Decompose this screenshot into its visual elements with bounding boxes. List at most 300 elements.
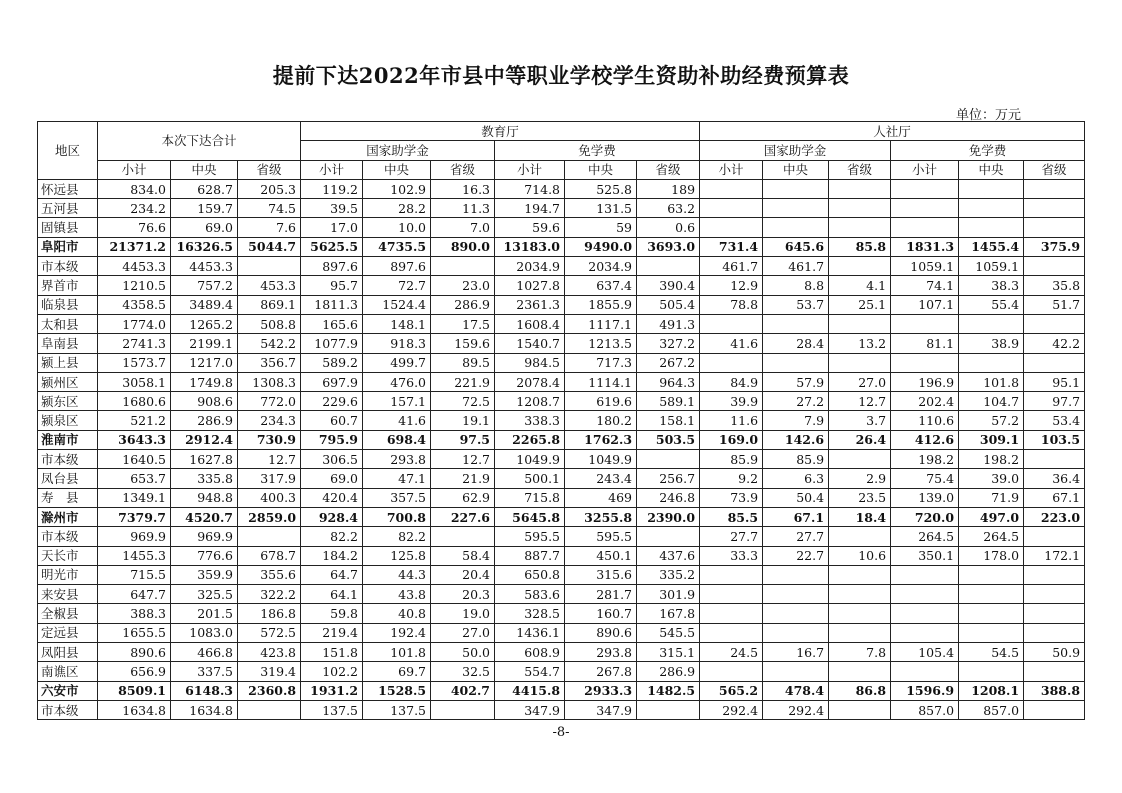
value-cell: 589.1: [637, 392, 700, 411]
table-body: [38, 179, 1085, 719]
value-cell: 50.0: [431, 643, 495, 662]
value-cell: 59.8: [301, 604, 363, 623]
value-cell: 38.9: [959, 334, 1024, 353]
table-row: [38, 469, 1085, 488]
value-cell: 720.0: [891, 507, 959, 526]
value-cell: 131.5: [565, 199, 637, 218]
region-cell: 市本级: [38, 700, 98, 719]
value-cell: 8509.1: [98, 681, 171, 700]
value-cell: 653.7: [98, 469, 171, 488]
value-cell: 1855.9: [565, 295, 637, 314]
value-cell: 16.7: [763, 643, 829, 662]
value-cell: 2.9: [829, 469, 891, 488]
value-cell: 194.7: [495, 199, 565, 218]
value-cell: 355.6: [238, 565, 301, 584]
value-cell: 84.9: [700, 372, 763, 391]
header-central: 中央: [363, 160, 431, 179]
region-cell: 凤台县: [38, 469, 98, 488]
value-cell: 110.6: [891, 411, 959, 430]
value-cell: [959, 585, 1024, 604]
value-cell: 3058.1: [98, 372, 171, 391]
region-cell: 明光市: [38, 565, 98, 584]
value-cell: 6.3: [763, 469, 829, 488]
value-cell: 478.4: [763, 681, 829, 700]
value-cell: 9.2: [700, 469, 763, 488]
value-cell: 1831.3: [891, 237, 959, 256]
value-cell: 102.2: [301, 662, 363, 681]
value-cell: [829, 353, 891, 372]
value-cell: [700, 565, 763, 584]
value-cell: 356.7: [238, 353, 301, 372]
region-cell: 阜南县: [38, 334, 98, 353]
header-subtotal: 小计: [891, 160, 959, 179]
table-row: [38, 334, 1085, 353]
value-cell: [891, 604, 959, 623]
value-cell: [700, 662, 763, 681]
header-hr: 人社厅: [700, 122, 1085, 141]
value-cell: [829, 218, 891, 237]
value-cell: 50.9: [1024, 643, 1085, 662]
region-cell: 临泉县: [38, 295, 98, 314]
table-row: [38, 546, 1085, 565]
value-cell: 33.3: [700, 546, 763, 565]
value-cell: 1117.1: [565, 314, 637, 333]
value-cell: 834.0: [98, 179, 171, 198]
value-cell: 1059.1: [959, 257, 1024, 276]
value-cell: [829, 700, 891, 719]
value-cell: 2912.4: [171, 430, 238, 449]
value-cell: 1455.4: [959, 237, 1024, 256]
value-cell: 21.9: [431, 469, 495, 488]
value-cell: 412.6: [891, 430, 959, 449]
value-cell: 95.1: [1024, 372, 1085, 391]
value-cell: 1596.9: [891, 681, 959, 700]
table-row: [38, 507, 1085, 526]
value-cell: 565.2: [700, 681, 763, 700]
value-cell: 4358.5: [98, 295, 171, 314]
value-cell: 27.0: [431, 623, 495, 642]
value-cell: 180.2: [565, 411, 637, 430]
value-cell: 619.6: [565, 392, 637, 411]
table-row: [38, 430, 1085, 449]
table-row: [38, 488, 1085, 507]
value-cell: 73.9: [700, 488, 763, 507]
value-cell: 4453.3: [171, 257, 238, 276]
value-cell: 375.9: [1024, 237, 1085, 256]
table-row: [38, 450, 1085, 469]
value-cell: 38.3: [959, 276, 1024, 295]
value-cell: 388.3: [98, 604, 171, 623]
region-cell: 颍上县: [38, 353, 98, 372]
value-cell: 85.9: [763, 450, 829, 469]
table-row: [38, 257, 1085, 276]
value-cell: 469: [565, 488, 637, 507]
value-cell: [891, 565, 959, 584]
value-cell: 57.9: [763, 372, 829, 391]
value-cell: 7.6: [238, 218, 301, 237]
value-cell: 890.6: [98, 643, 171, 662]
value-cell: 22.7: [763, 546, 829, 565]
value-cell: 41.6: [363, 411, 431, 430]
value-cell: 57.2: [959, 411, 1024, 430]
value-cell: 717.3: [565, 353, 637, 372]
table-row: [38, 237, 1085, 256]
value-cell: 234.3: [238, 411, 301, 430]
value-cell: 293.8: [565, 643, 637, 662]
table-row: [38, 199, 1085, 218]
value-cell: 103.5: [1024, 430, 1085, 449]
value-cell: [1024, 662, 1085, 681]
region-cell: 市本级: [38, 450, 98, 469]
value-cell: 730.9: [238, 430, 301, 449]
value-cell: 322.2: [238, 585, 301, 604]
value-cell: 227.6: [431, 507, 495, 526]
value-cell: [1024, 218, 1085, 237]
value-cell: 12.9: [700, 276, 763, 295]
value-cell: 1083.0: [171, 623, 238, 642]
value-cell: 400.3: [238, 488, 301, 507]
value-cell: [700, 314, 763, 333]
value-cell: [637, 527, 700, 546]
header-edu-tuition: 免学费: [495, 141, 700, 160]
value-cell: [891, 623, 959, 642]
value-cell: 450.1: [565, 546, 637, 565]
value-cell: 2034.9: [495, 257, 565, 276]
value-cell: 1308.3: [238, 372, 301, 391]
value-cell: 101.8: [959, 372, 1024, 391]
value-cell: 595.5: [495, 527, 565, 546]
value-cell: 2360.8: [238, 681, 301, 700]
value-cell: 60.7: [301, 411, 363, 430]
value-cell: [1024, 450, 1085, 469]
value-cell: 18.4: [829, 507, 891, 526]
value-cell: 2078.4: [495, 372, 565, 391]
value-cell: 521.2: [98, 411, 171, 430]
table-row: [38, 700, 1085, 719]
region-cell: 凤阳县: [38, 643, 98, 662]
region-cell: 太和县: [38, 314, 98, 333]
value-cell: [1024, 700, 1085, 719]
value-cell: 12.7: [829, 392, 891, 411]
value-cell: 186.8: [238, 604, 301, 623]
region-cell: 淮南市: [38, 430, 98, 449]
value-cell: 107.1: [891, 295, 959, 314]
header-edu-grant: 国家助学金: [301, 141, 495, 160]
value-cell: 172.1: [1024, 546, 1085, 565]
region-cell: 五河县: [38, 199, 98, 218]
region-cell: 市本级: [38, 527, 98, 546]
value-cell: [637, 700, 700, 719]
region-cell: 阜阳市: [38, 237, 98, 256]
value-cell: 1811.3: [301, 295, 363, 314]
value-cell: [637, 257, 700, 276]
value-cell: 1528.5: [363, 681, 431, 700]
value-cell: 243.4: [565, 469, 637, 488]
value-cell: 301.9: [637, 585, 700, 604]
value-cell: 59.6: [495, 218, 565, 237]
value-cell: 86.8: [829, 681, 891, 700]
value-cell: 223.0: [1024, 507, 1085, 526]
value-cell: [1024, 314, 1085, 333]
value-cell: 347.9: [565, 700, 637, 719]
value-cell: 969.9: [171, 527, 238, 546]
value-cell: 28.2: [363, 199, 431, 218]
table-row: [38, 372, 1085, 391]
header-central: 中央: [959, 160, 1024, 179]
value-cell: 554.7: [495, 662, 565, 681]
value-cell: [700, 199, 763, 218]
value-cell: 3489.4: [171, 295, 238, 314]
value-cell: 16326.5: [171, 237, 238, 256]
value-cell: 423.8: [238, 643, 301, 662]
value-cell: 7.8: [829, 643, 891, 662]
value-cell: 192.4: [363, 623, 431, 642]
value-cell: 1059.1: [891, 257, 959, 276]
value-cell: 714.8: [495, 179, 565, 198]
table-row: [38, 411, 1085, 430]
value-cell: 3643.3: [98, 430, 171, 449]
value-cell: 67.1: [763, 507, 829, 526]
value-cell: 71.9: [959, 488, 1024, 507]
value-cell: 918.3: [363, 334, 431, 353]
value-cell: 50.4: [763, 488, 829, 507]
region-cell: 滁州市: [38, 507, 98, 526]
value-cell: 647.7: [98, 585, 171, 604]
region-cell: 六安市: [38, 681, 98, 700]
value-cell: 0.6: [637, 218, 700, 237]
value-cell: [763, 565, 829, 584]
value-cell: 74.5: [238, 199, 301, 218]
value-cell: 897.6: [301, 257, 363, 276]
value-cell: [238, 700, 301, 719]
value-cell: 184.2: [301, 546, 363, 565]
value-cell: 1627.8: [171, 450, 238, 469]
value-cell: [238, 257, 301, 276]
region-cell: 寿 县: [38, 488, 98, 507]
value-cell: [1024, 179, 1085, 198]
value-cell: 757.2: [171, 276, 238, 295]
header-provincial: 省级: [238, 160, 301, 179]
region-cell: 定远县: [38, 623, 98, 642]
value-cell: 328.5: [495, 604, 565, 623]
value-cell: [431, 527, 495, 546]
value-cell: 319.4: [238, 662, 301, 681]
value-cell: 476.0: [363, 372, 431, 391]
value-cell: 335.8: [171, 469, 238, 488]
value-cell: 11.3: [431, 199, 495, 218]
header-provincial: 省级: [829, 160, 891, 179]
value-cell: 1634.8: [98, 700, 171, 719]
value-cell: 1634.8: [171, 700, 238, 719]
value-cell: 85.5: [700, 507, 763, 526]
value-cell: 545.5: [637, 623, 700, 642]
value-cell: 2034.9: [565, 257, 637, 276]
region-cell: 天长市: [38, 546, 98, 565]
value-cell: 167.8: [637, 604, 700, 623]
value-cell: 54.5: [959, 643, 1024, 662]
value-cell: 51.7: [1024, 295, 1085, 314]
value-cell: 309.1: [959, 430, 1024, 449]
value-cell: [1024, 527, 1085, 546]
value-cell: 1655.5: [98, 623, 171, 642]
value-cell: 53.7: [763, 295, 829, 314]
value-cell: [959, 623, 1024, 642]
region-cell: 怀远县: [38, 179, 98, 198]
header-subtotal: 小计: [495, 160, 565, 179]
value-cell: [1024, 565, 1085, 584]
value-cell: 44.3: [363, 565, 431, 584]
table-row: [38, 392, 1085, 411]
value-cell: [763, 662, 829, 681]
value-cell: 151.8: [301, 643, 363, 662]
header-total: 本次下达合计: [98, 122, 301, 161]
value-cell: 17.5: [431, 314, 495, 333]
value-cell: 43.8: [363, 585, 431, 604]
value-cell: 159.6: [431, 334, 495, 353]
value-cell: 219.4: [301, 623, 363, 642]
value-cell: 157.1: [363, 392, 431, 411]
value-cell: 82.2: [301, 527, 363, 546]
value-cell: 292.4: [763, 700, 829, 719]
value-cell: 58.4: [431, 546, 495, 565]
value-cell: 142.6: [763, 430, 829, 449]
value-cell: 1049.9: [565, 450, 637, 469]
value-cell: 1208.7: [495, 392, 565, 411]
value-cell: 229.6: [301, 392, 363, 411]
region-cell: 市本级: [38, 257, 98, 276]
value-cell: 1265.2: [171, 314, 238, 333]
value-cell: [829, 314, 891, 333]
value-cell: 359.9: [171, 565, 238, 584]
value-cell: [829, 662, 891, 681]
table-row: [38, 218, 1085, 237]
value-cell: 628.7: [171, 179, 238, 198]
value-cell: 315.1: [637, 643, 700, 662]
value-cell: 715.5: [98, 565, 171, 584]
value-cell: 1049.9: [495, 450, 565, 469]
value-cell: 1217.0: [171, 353, 238, 372]
value-cell: 1774.0: [98, 314, 171, 333]
value-cell: 85.9: [700, 450, 763, 469]
value-cell: 325.5: [171, 585, 238, 604]
value-cell: 1213.5: [565, 334, 637, 353]
value-cell: 198.2: [959, 450, 1024, 469]
header-hr-grant: 国家助学金: [700, 141, 891, 160]
value-cell: 202.4: [891, 392, 959, 411]
table-row: [38, 295, 1085, 314]
value-cell: 21371.2: [98, 237, 171, 256]
value-cell: [829, 604, 891, 623]
value-cell: 7.0: [431, 218, 495, 237]
value-cell: 264.5: [959, 527, 1024, 546]
value-cell: 7.9: [763, 411, 829, 430]
unit-label: 单位：万元: [956, 108, 1022, 123]
value-cell: [763, 585, 829, 604]
value-cell: 27.7: [700, 527, 763, 546]
table-row: [38, 353, 1085, 372]
value-cell: 500.1: [495, 469, 565, 488]
value-cell: 148.1: [363, 314, 431, 333]
value-cell: [700, 585, 763, 604]
value-cell: [829, 585, 891, 604]
value-cell: 1640.5: [98, 450, 171, 469]
value-cell: 39.0: [959, 469, 1024, 488]
value-cell: 3693.0: [637, 237, 700, 256]
value-cell: 82.2: [363, 527, 431, 546]
value-cell: 10.0: [363, 218, 431, 237]
value-cell: 350.1: [891, 546, 959, 565]
value-cell: 698.4: [363, 430, 431, 449]
value-cell: 19.0: [431, 604, 495, 623]
region-cell: 颍泉区: [38, 411, 98, 430]
region-cell: 全椒县: [38, 604, 98, 623]
value-cell: 890.0: [431, 237, 495, 256]
value-cell: 26.4: [829, 430, 891, 449]
table-row: [38, 643, 1085, 662]
value-cell: 338.3: [495, 411, 565, 430]
value-cell: [959, 353, 1024, 372]
value-cell: [763, 179, 829, 198]
value-cell: 1524.4: [363, 295, 431, 314]
value-cell: 104.7: [959, 392, 1024, 411]
value-cell: 4453.3: [98, 257, 171, 276]
value-cell: [431, 257, 495, 276]
value-cell: 715.8: [495, 488, 565, 507]
value-cell: 53.4: [1024, 411, 1085, 430]
value-cell: 137.5: [301, 700, 363, 719]
value-cell: 32.5: [431, 662, 495, 681]
value-cell: [959, 179, 1024, 198]
value-cell: 466.8: [171, 643, 238, 662]
value-cell: 119.2: [301, 179, 363, 198]
table-row: [38, 314, 1085, 333]
value-cell: 908.6: [171, 392, 238, 411]
value-cell: 499.7: [363, 353, 431, 372]
value-cell: 461.7: [700, 257, 763, 276]
table-row: [38, 179, 1085, 198]
value-cell: 246.8: [637, 488, 700, 507]
value-cell: 74.1: [891, 276, 959, 295]
value-cell: 20.3: [431, 585, 495, 604]
value-cell: 508.8: [238, 314, 301, 333]
value-cell: 1749.8: [171, 372, 238, 391]
value-cell: 69.0: [171, 218, 238, 237]
value-cell: 59: [565, 218, 637, 237]
value-cell: 2361.3: [495, 295, 565, 314]
value-cell: [1024, 623, 1085, 642]
value-cell: 2390.0: [637, 507, 700, 526]
value-cell: 776.6: [171, 546, 238, 565]
region-cell: 界首市: [38, 276, 98, 295]
value-cell: 36.4: [1024, 469, 1085, 488]
value-cell: 731.4: [700, 237, 763, 256]
value-cell: 39.5: [301, 199, 363, 218]
value-cell: 139.0: [891, 488, 959, 507]
value-cell: 1027.8: [495, 276, 565, 295]
value-cell: 1608.4: [495, 314, 565, 333]
value-cell: 198.2: [891, 450, 959, 469]
value-cell: [891, 218, 959, 237]
value-cell: 102.9: [363, 179, 431, 198]
value-cell: [1024, 257, 1085, 276]
value-cell: [700, 218, 763, 237]
value-cell: 69.0: [301, 469, 363, 488]
value-cell: 72.5: [431, 392, 495, 411]
value-cell: [829, 623, 891, 642]
value-cell: 795.9: [301, 430, 363, 449]
table-row: [38, 527, 1085, 546]
value-cell: 637.4: [565, 276, 637, 295]
